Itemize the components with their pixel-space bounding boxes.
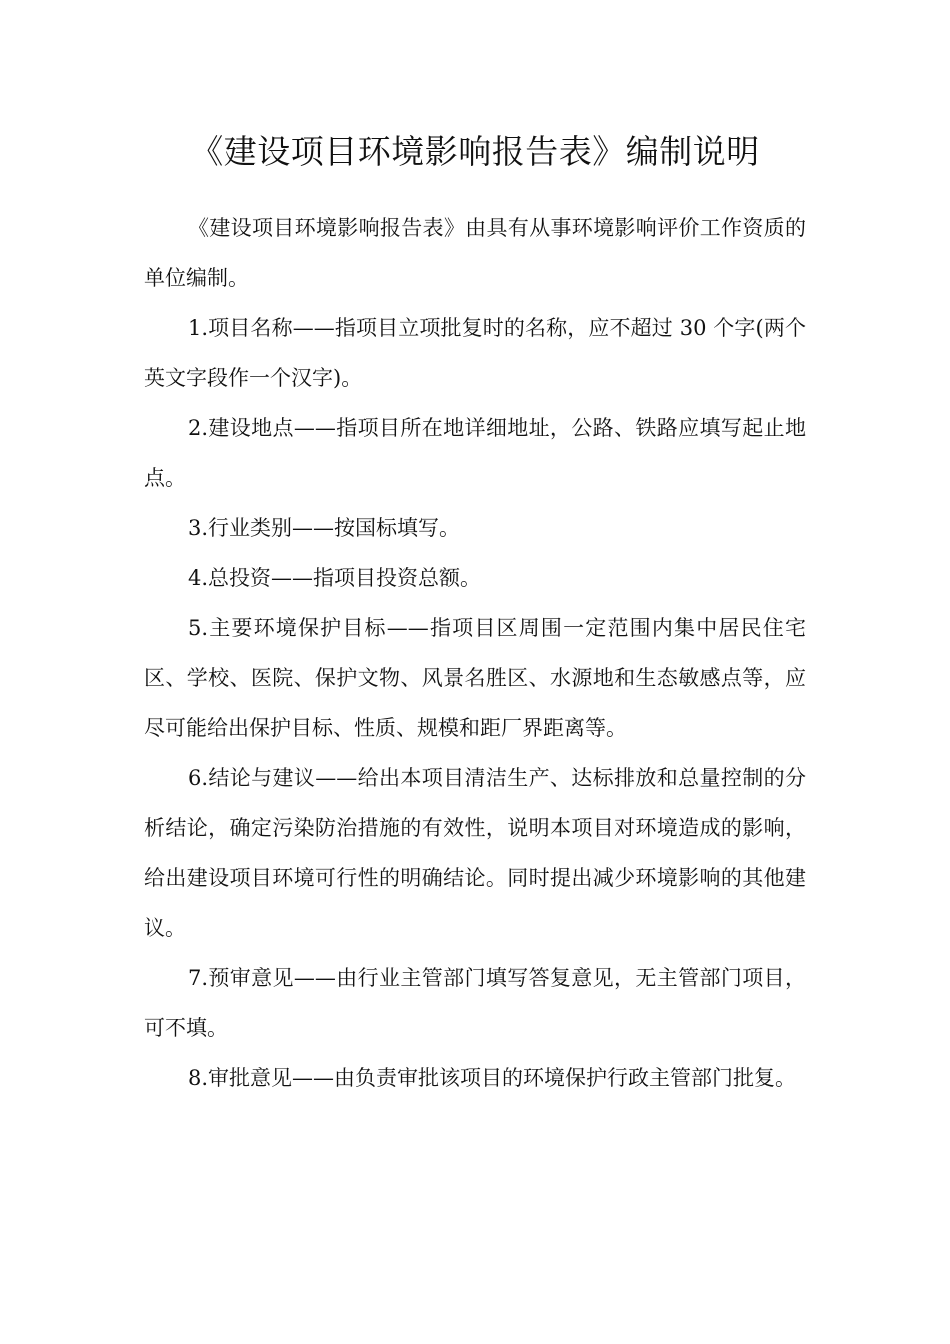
item-project-name: 1.项目名称——指项目立项批复时的名称，应不超过 30 个字(两个英文字段作一个汉字)。 [144,316,806,390]
item-protection-targets: 5.主要环境保护目标——指项目区周围一定范围内集中居民住宅区、学校、医院、保护文物、风景名胜区、水源地和生态敏感点等，应尽可能给出保护目标、性质、规模和距厂界距离等。 [144,616,806,740]
item-approval-opinion: 8.审批意见——由负责审批该项目的环境保护行政主管部门批复。 [188,1066,797,1090]
document-title: 《建设项目环境影响报告表》编制说明 [190,132,760,171]
intro-paragraph: 《建设项目环境影响报告表》由具有从事环境影响评价工作资质的单位编制。 [144,216,806,290]
item-total-investment: 4.总投资——指项目投资总额。 [188,566,482,590]
item-industry-category: 3.行业类别——按国标填写。 [188,516,461,540]
item-pre-review-opinion: 7.预审意见——由行业主管部门填写答复意见，无主管部门项目，可不填。 [144,966,806,1040]
item-conclusions: 6.结论与建议——给出本项目清洁生产、达标排放和总量控制的分析结论，确定污染防治措施的有效性，说明本项目对环境造成的影响，给出建设项目环境可行性的明确结论。同时提出减少环境影响的其他建议。 [144,766,806,940]
item-construction-site: 2.建设地点——指项目所在地详细地址，公路、铁路应填写起止地点。 [144,416,806,490]
document-body [144,203,806,1103]
